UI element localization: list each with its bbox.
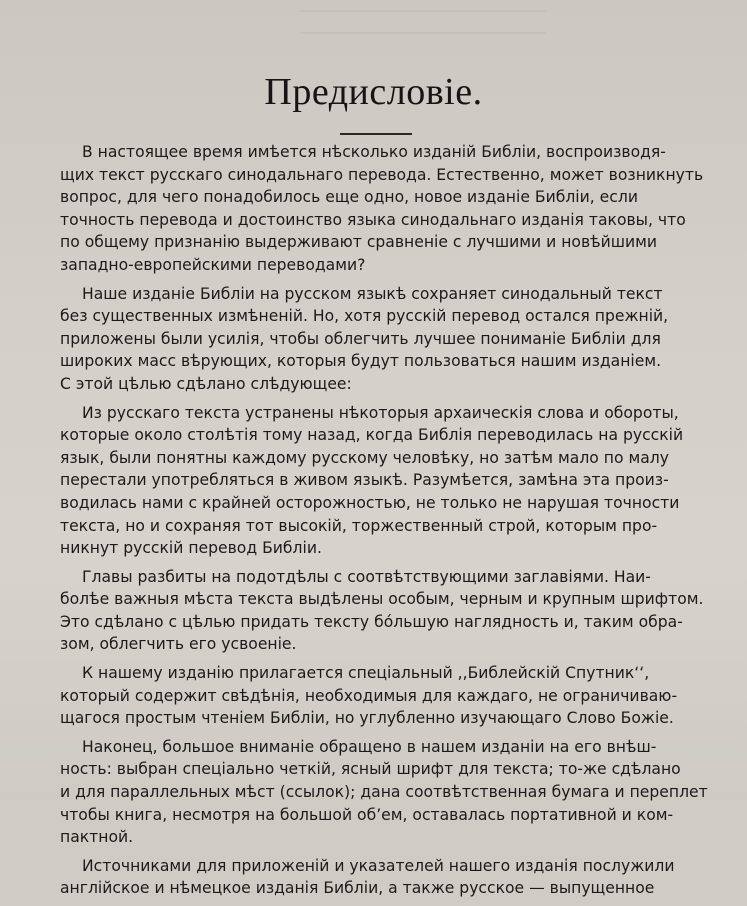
text-line: С этой цѣлью сдѣлано слѣдующее:: [60, 374, 352, 393]
text-line: который содержит свѣдѣнія, необходимыя для каждаго, не ограничиваю-: [60, 686, 678, 705]
text-line: ность: выбран спеціально четкій, ясный шрифт для текста; то-же сдѣлано: [60, 760, 681, 779]
text-line: язык, были понятны каждому русскому человѣку, но затѣм мало по малу: [60, 448, 669, 467]
text-line: вопрос, для чего понадобилось еще одно, новое изданіе Библіи, если: [60, 188, 638, 207]
text-line: К нашему изданію прилагается спеціальный ,,Библейскій Спутник‘‘,: [82, 664, 650, 683]
paragraph-3: [60, 402, 720, 560]
text-line: болѣе важныя мѣста текста выдѣлены особым, черным и крупным шрифтом.: [60, 590, 704, 609]
paragraph-7: [60, 855, 720, 900]
text-line: точность перевода и достоинство языка синодальнаго изданія таковы, что: [60, 210, 686, 229]
text-line: Наконец, большое вниманіе обращено в нашем изданіи на его внѣш-: [82, 737, 657, 756]
bleed-through-texture: ────────────────────────────────── ──────────────────────────────────: [300, 4, 546, 40]
text-line: Главы разбиты на подотдѣлы с соотвѣтствующими заглавіями. Наи-: [82, 567, 651, 586]
text-line: перестали употребляться в живом языкѣ. Разумѣется, замѣна эта произ-: [60, 471, 669, 490]
document-body: [60, 141, 720, 906]
text-line: никнут русскій перевод Библіи.: [60, 539, 322, 558]
text-line: западно-европейскими переводами?: [60, 255, 366, 274]
paragraph-1: [60, 141, 720, 277]
title-divider: [340, 133, 412, 135]
text-line: текста, но и сохраняя тот высокій, торжественный строй, которым про-: [60, 516, 658, 535]
paragraph-6: [60, 736, 720, 849]
text-line: Из русскаго текста устранены нѣкоторыя архаическія слова и обороты,: [82, 403, 679, 422]
text-line: которые около столѣтія тому назад, когда Библія переводилась на русскій: [60, 426, 684, 445]
text-line: щих текст русскаго синодальнаго перевода. Естественно, может возникнуть: [60, 165, 704, 184]
paragraph-4: [60, 566, 720, 656]
text-line: водилась нами с крайней осторожностью, не только не нарушая точности: [60, 493, 680, 512]
text-line: пактной.: [60, 828, 134, 847]
paragraph-5: [60, 662, 720, 730]
text-line: широких масс вѣрующих, которыя будут пользоваться нашим изданіем.: [60, 352, 662, 371]
text-line: приложены были усилія, чтобы облегчить лучшее пониманіе Библіи для: [60, 329, 661, 348]
text-line: щагося простым чтеніем Библіи, но углубленно изучающаго Слово Божіе.: [60, 709, 674, 728]
text-line: Наше изданіе Библіи на русском языкѣ сохраняет синодальный текст: [82, 284, 663, 303]
text-line: В настоящее время имѣется нѣсколько изданій Библіи, воспроизводя-: [82, 143, 666, 161]
text-line: без существенных измѣненій. Но, хотя русскій перевод остался прежній,: [60, 307, 669, 326]
text-line: по общему признанію выдерживают сравненіе с лучшими и новѣйшими: [60, 233, 658, 252]
text-line: зом, облегчить его усвоеніе.: [60, 635, 297, 654]
text-line: и для параллельных мѣст (ссылок); дана соотвѣтственная бумага и переплет: [60, 783, 708, 802]
text-line: чтобы книга, несмотря на большой об’ем, оставалась портативной и ком-: [60, 805, 674, 824]
paragraph-2: [60, 283, 720, 396]
text-line: Это сдѣлано с цѣлью придать тексту бо́льшую наглядность и, таким обра-: [60, 612, 683, 631]
text-line: Источниками для приложеній и указателей нашего изданія послужили: [82, 856, 675, 875]
page-title: Предисловіе.: [264, 71, 483, 113]
text-line: англійское и нѣмецкое изданія Библіи, а также русское — выпущенное: [60, 879, 655, 898]
